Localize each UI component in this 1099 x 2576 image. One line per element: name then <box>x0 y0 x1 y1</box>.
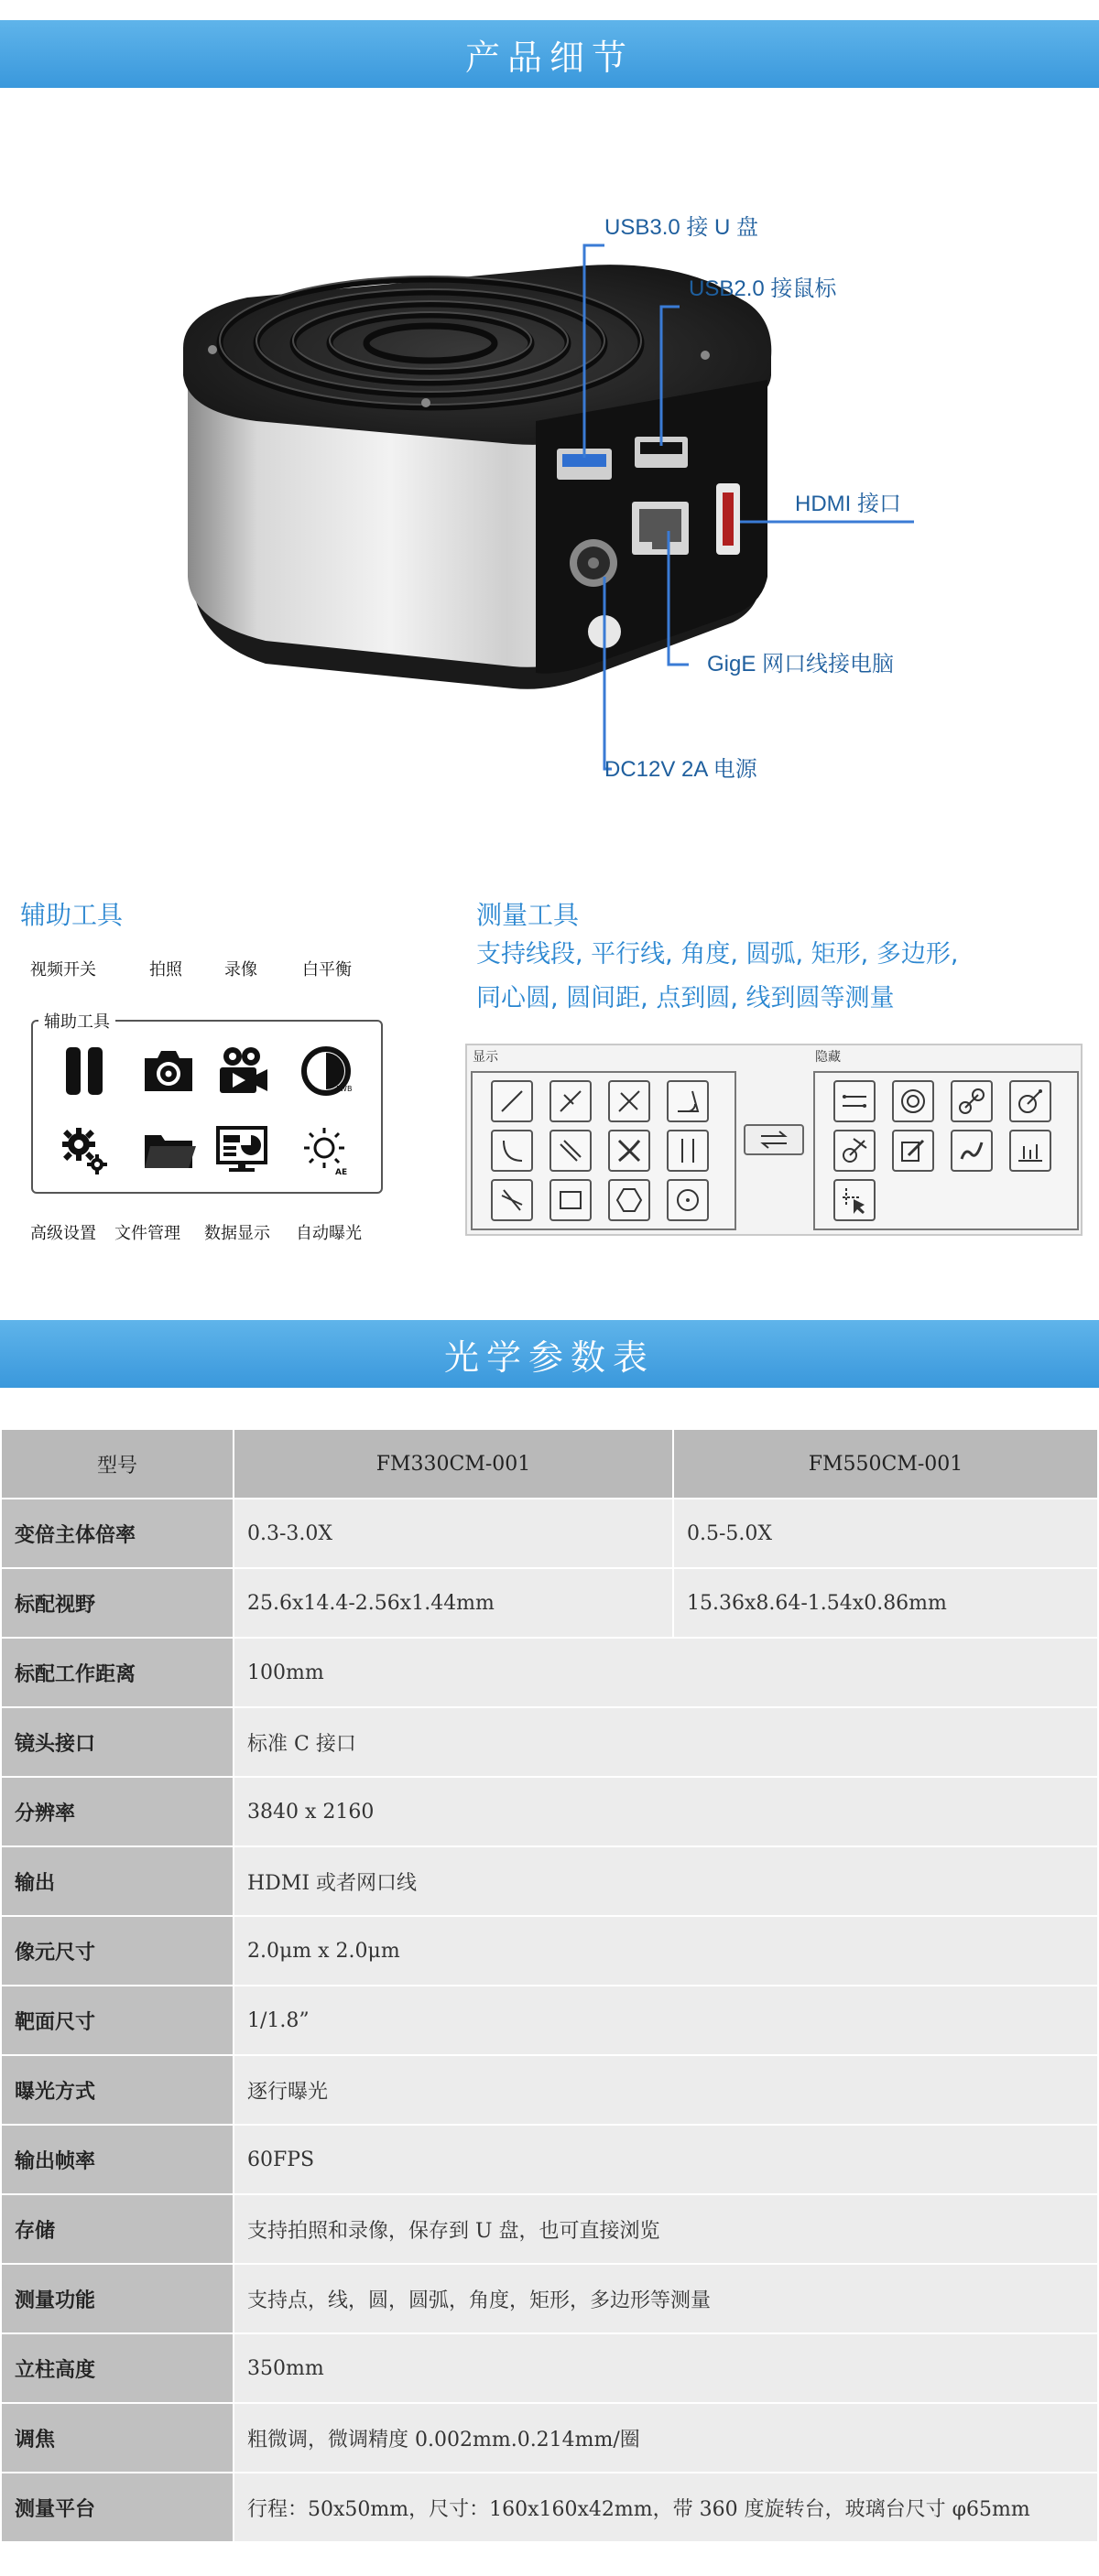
line-segment-tool[interactable] <box>491 1080 533 1122</box>
settings-gears-icon[interactable] <box>57 1122 112 1177</box>
row-label: 标配工作距离 <box>1 1638 234 1707</box>
row-value: 粗微调，微调精度 0.002mm.0.214mm/圈 <box>234 2403 1098 2473</box>
panel-hide-caption: 隐藏 <box>815 1050 841 1065</box>
row-label: 曝光方式 <box>1 2055 234 2125</box>
polygon-tool[interactable] <box>608 1179 650 1221</box>
table-header-row <box>1 1429 1098 1499</box>
tool-label-white-balance: 白平衡 <box>302 960 352 980</box>
tool-label-file-management: 文件管理 <box>114 1224 180 1243</box>
angle-tool[interactable] <box>667 1080 709 1122</box>
header-fm330: FM330CM-001 <box>234 1429 673 1499</box>
measure-tools-title: 测量工具 <box>476 900 580 930</box>
white-balance-icon[interactable] <box>299 1044 354 1099</box>
row-label: 像元尺寸 <box>1 1916 234 1986</box>
table-row <box>1 2194 1098 2264</box>
spec-table <box>0 1428 1099 2543</box>
product-detail-banner <box>0 20 1099 88</box>
row-value: 100mm <box>234 1638 1098 1707</box>
auto-exposure-icon[interactable] <box>299 1122 354 1177</box>
row-label: 输出 <box>1 1846 234 1916</box>
usb20-callout: USB2.0 接鼠标 <box>689 276 837 301</box>
svg-text:AE: AE <box>335 1168 348 1177</box>
arc-tool[interactable] <box>491 1130 533 1172</box>
header-fm550: FM550CM-001 <box>673 1429 1098 1499</box>
row-value-b: 0.5-5.0X <box>673 1499 1098 1568</box>
table-row <box>1 1986 1098 2055</box>
pause-icon[interactable] <box>57 1044 112 1099</box>
table-row <box>1 1777 1098 1846</box>
table-row <box>1 2125 1098 2194</box>
optical-params-banner <box>0 1320 1099 1388</box>
circle-tool[interactable] <box>667 1179 709 1221</box>
line-to-circle-tool[interactable] <box>833 1130 876 1172</box>
hidden-tools-group <box>813 1071 1079 1230</box>
row-value: 3840 x 2160 <box>234 1777 1098 1846</box>
row-value: 行程：50x50mm，尺寸：160x160x42mm，带 360 度旋转台，玻璃台尺寸 φ65mm <box>234 2473 1098 2542</box>
cross-line-tool[interactable] <box>608 1080 650 1122</box>
header-model: 型号 <box>1 1429 234 1499</box>
camera-device-illustration <box>0 146 1099 806</box>
aux-tools-title: 辅助工具 <box>20 900 124 930</box>
table-row <box>1 1916 1098 1986</box>
gige-callout: GigE 网口线接电脑 <box>707 652 895 676</box>
row-value: 2.0μm x 2.0μm <box>234 1916 1098 1986</box>
row-label: 镜头接口 <box>1 1707 234 1777</box>
tool-label-video-switch: 视频开关 <box>30 960 96 980</box>
row-label: 标配视野 <box>1 1568 234 1638</box>
select-tool[interactable] <box>833 1179 876 1221</box>
row-label: 分辨率 <box>1 1777 234 1846</box>
diagonal-line-tool[interactable] <box>491 1179 533 1221</box>
row-value: 支持点，线，圆，圆弧，角度，矩形，多边形等测量 <box>234 2264 1098 2333</box>
row-label: 输出帧率 <box>1 2125 234 2194</box>
measure-tools-line1: 支持线段, 平行线, 角度, 圆弧, 矩形, 多边形, <box>476 940 959 969</box>
parallel-line-tool[interactable] <box>550 1130 592 1172</box>
row-value: 逐行曝光 <box>234 2055 1098 2125</box>
rectangle-tool[interactable] <box>550 1179 592 1221</box>
row-label: 靶面尺寸 <box>1 1986 234 2055</box>
row-label: 调焦 <box>1 2403 234 2473</box>
row-value: 350mm <box>234 2333 1098 2403</box>
row-value: 标准 C 接口 <box>234 1707 1098 1777</box>
data-display-icon[interactable] <box>214 1122 269 1177</box>
circle-distance-tool[interactable] <box>951 1080 993 1122</box>
intersect-angle-tool[interactable] <box>608 1130 650 1172</box>
row-label: 存储 <box>1 2194 234 2264</box>
table-row <box>1 1499 1098 1568</box>
table-row <box>1 1846 1098 1916</box>
folder-icon[interactable] <box>141 1122 196 1177</box>
point-to-circle-tool[interactable] <box>1009 1080 1051 1122</box>
table-row <box>1 2473 1098 2542</box>
row-value: 支持拍照和录像，保存到 U 盘，也可直接浏览 <box>234 2194 1098 2264</box>
panel-show-caption: 显示 <box>473 1050 498 1065</box>
table-row <box>1 1707 1098 1777</box>
product-image-area <box>0 146 1099 806</box>
point-count-tool[interactable] <box>1009 1130 1051 1172</box>
perpendicular-line-tool[interactable] <box>550 1080 592 1122</box>
row-label: 测量功能 <box>1 2264 234 2333</box>
optical-params-title: 光学参数表 <box>443 1337 655 1378</box>
tool-label-record: 录像 <box>224 960 257 980</box>
table-row <box>1 1568 1098 1638</box>
freehand-tool[interactable] <box>951 1130 993 1172</box>
camera-icon[interactable] <box>141 1044 196 1099</box>
table-row <box>1 2264 1098 2333</box>
row-value: 1/1.8” <box>234 1986 1098 2055</box>
row-label: 测量平台 <box>1 2473 234 2542</box>
hdmi-callout: HDMI 接口 <box>795 492 901 516</box>
table-row <box>1 2403 1098 2473</box>
concentric-circle-tool[interactable] <box>892 1080 934 1122</box>
horizontal-distance-tool[interactable] <box>833 1080 876 1122</box>
annotation-tool[interactable] <box>892 1130 934 1172</box>
row-value: HDMI 或者网口线 <box>234 1846 1098 1916</box>
row-value-a: 0.3-3.0X <box>234 1499 673 1568</box>
measure-tools-line2: 同心圆, 圆间距, 点到圆, 线到圆等测量 <box>476 984 895 1012</box>
swap-tools-button[interactable] <box>744 1124 804 1155</box>
usb30-callout: USB3.0 接 U 盘 <box>604 215 759 240</box>
video-camera-icon[interactable] <box>214 1044 269 1099</box>
svg-text:AWB: AWB <box>335 1085 353 1093</box>
row-value-b: 15.36x8.64-1.54x0.86mm <box>673 1568 1098 1638</box>
table-row <box>1 2055 1098 2125</box>
tool-label-auto-exposure: 自动曝光 <box>296 1224 362 1243</box>
row-label: 变倍主体倍率 <box>1 1499 234 1568</box>
aux-tools-box-title: 辅助工具 <box>38 1009 115 1033</box>
tool-label-data-display: 数据显示 <box>204 1224 270 1243</box>
aux-tools-box <box>31 1012 383 1194</box>
row-label: 立柱高度 <box>1 2333 234 2403</box>
tool-label-advanced-settings: 高级设置 <box>30 1224 96 1243</box>
row-value-a: 25.6x14.4-2.56x1.44mm <box>234 1568 673 1638</box>
dc-callout: DC12V 2A 电源 <box>604 757 757 782</box>
product-detail-title: 产品细节 <box>464 37 634 78</box>
tool-label-photo: 拍照 <box>149 960 182 980</box>
measure-panel <box>465 1044 1083 1236</box>
show-tools-group <box>471 1071 736 1230</box>
row-value: 60FPS <box>234 2125 1098 2194</box>
table-row <box>1 2333 1098 2403</box>
table-row <box>1 1638 1098 1707</box>
vertical-distance-tool[interactable] <box>667 1130 709 1172</box>
